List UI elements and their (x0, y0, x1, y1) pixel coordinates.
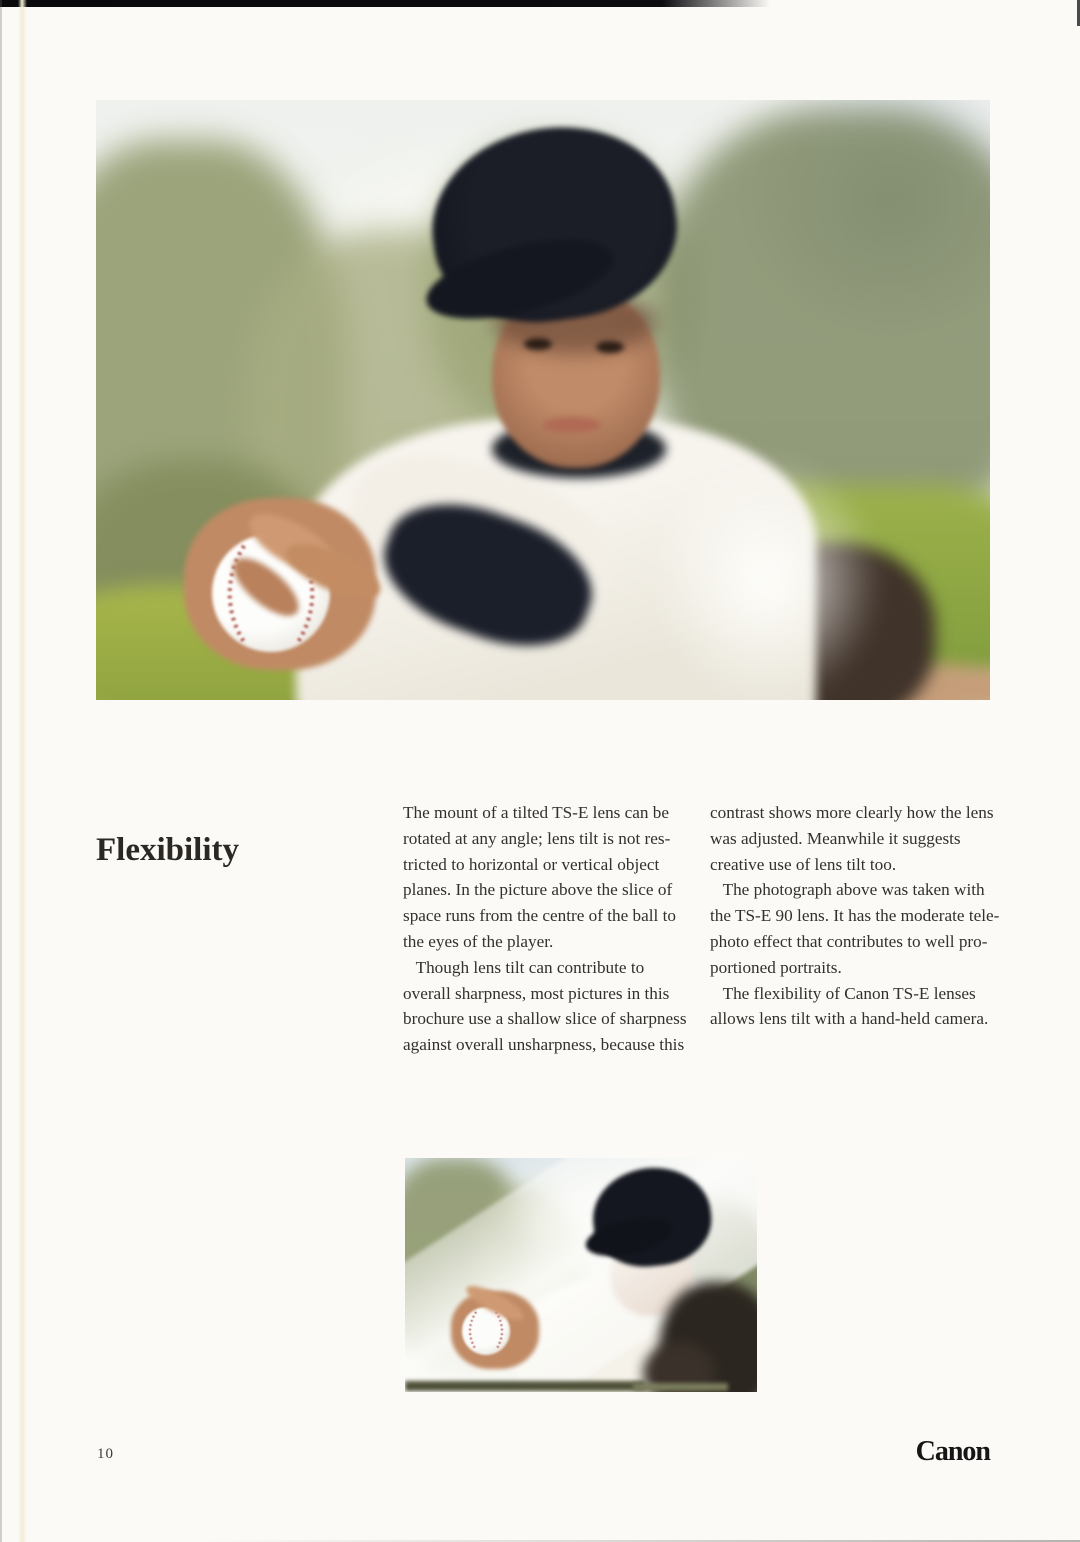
text-line: overall sharpness, most pictures in this (403, 983, 670, 1003)
scan-edge-top (0, 0, 770, 7)
page-title: Flexibility (96, 832, 239, 869)
text-line: planes. In the picture above the slice of (403, 880, 673, 900)
text-line: creative use of lens tilt too. (710, 854, 897, 874)
text-line: the eyes of the player. (403, 931, 554, 951)
text-line: The flexibility of Canon TS-E lenses (710, 983, 976, 1003)
text-line: space runs from the centre of the ball to (403, 906, 676, 926)
text-line: was adjusted. Meanwhile it suggests (710, 828, 961, 848)
jersey-highlight (651, 455, 881, 700)
text-line: the TS-E 90 lens. It has the moderate tele- (710, 906, 1000, 926)
text-line: The photograph above was taken with (710, 880, 985, 900)
player-eye (596, 341, 624, 353)
body-column-2 (710, 800, 999, 1032)
text-line: Though lens tilt can contribute to (403, 957, 645, 977)
text-line: rotated at any angle; lens tilt is not res- (403, 828, 671, 848)
detail-photo (405, 1158, 757, 1392)
binding-crease (18, 0, 27, 1542)
grass-strip (633, 1383, 728, 1391)
main-photo (96, 100, 990, 700)
player-lips (543, 417, 601, 433)
grass-strip (405, 1381, 645, 1391)
page-number: 10 (97, 1446, 114, 1462)
canon-logo: Canon (915, 1436, 990, 1467)
text-line: tricted to horizontal or vertical object (403, 854, 660, 874)
text-line: allows lens tilt with a hand-held camera. (710, 1009, 989, 1029)
body-column-1 (403, 800, 687, 1058)
text-line: contrast shows more clearly how the lens (710, 803, 994, 822)
text-line: brochure use a shallow slice of sharpness (403, 1009, 687, 1029)
text-line: portioned portraits. (710, 957, 842, 977)
text-line: against overall unsharpness, because this (403, 1035, 685, 1055)
text-line: The mount of a tilted TS-E lens can be (403, 803, 670, 822)
player-eye (524, 338, 552, 350)
text-line: photo effect that contributes to well pro- (710, 931, 988, 951)
page-left-edge (0, 0, 2, 1542)
